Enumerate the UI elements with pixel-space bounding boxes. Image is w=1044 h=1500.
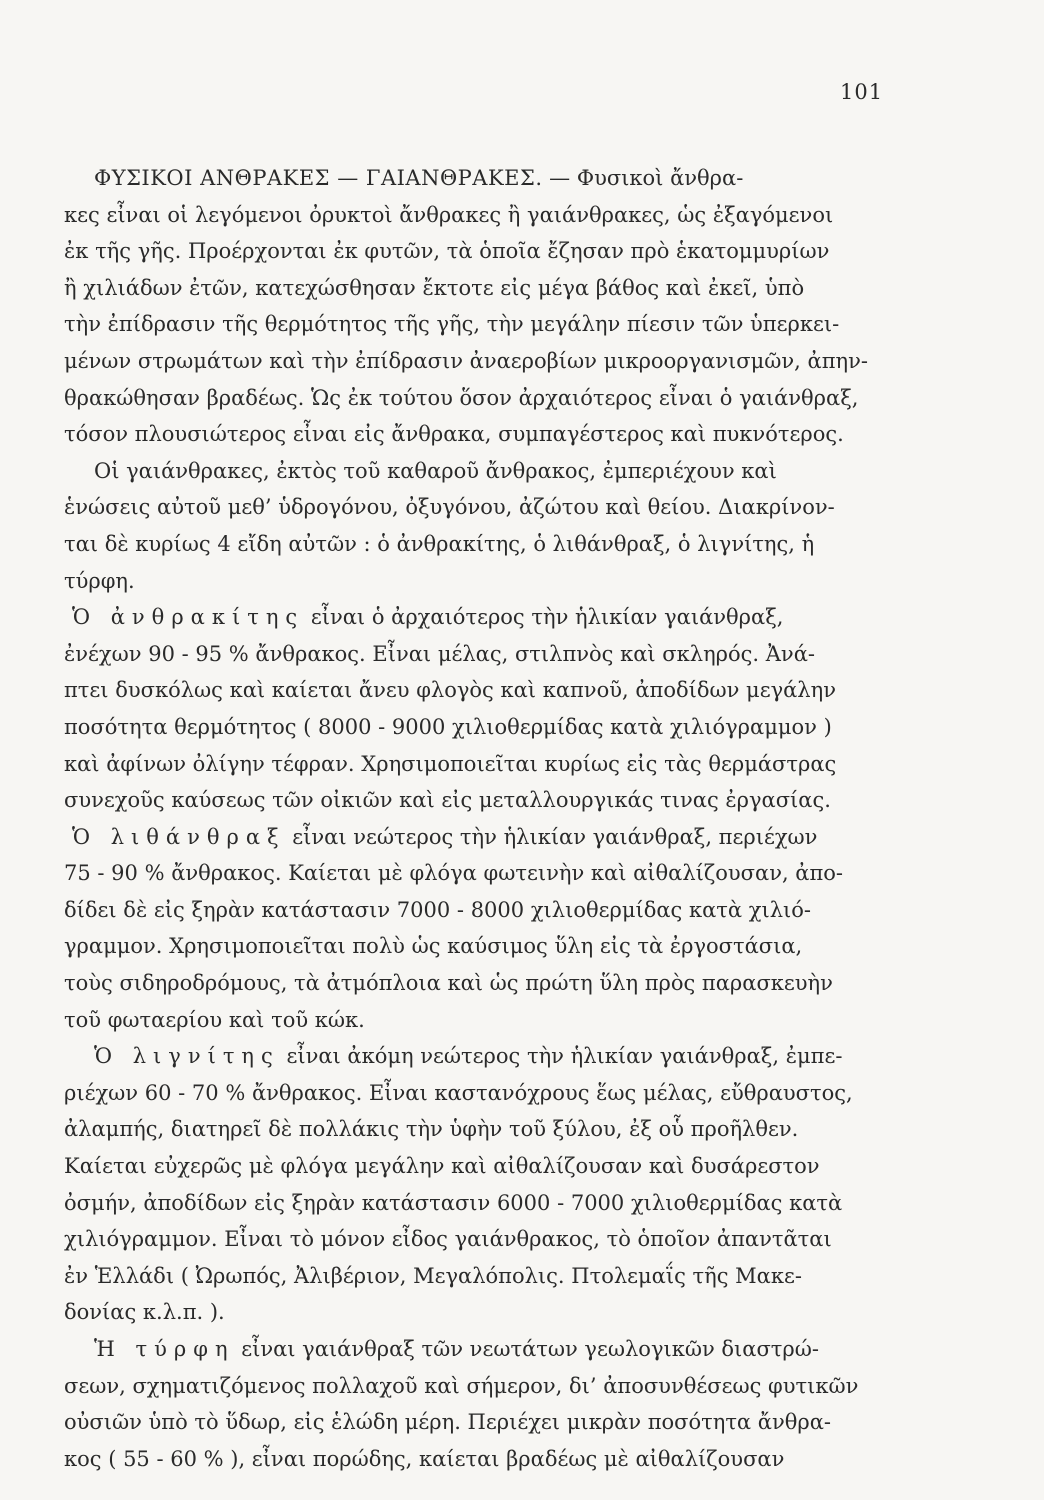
text-line	[64, 453, 954, 490]
text-line	[64, 343, 954, 380]
text-line	[64, 233, 954, 270]
line-text: ποσότητα θερμότητος ( 8000 - 9000 χιλιοθερμίδας κατὰ χιλιόγραμμον )	[64, 714, 832, 739]
text-line	[64, 746, 954, 783]
line-text: τοῦ φωταερίου καὶ τοῦ κώκ.	[64, 1007, 365, 1032]
line-text: οὐσιῶν ὑπὸ τὸ ὕδωρ, εἰς ἑλώδη μέρη. Περιέχει μικρὰν ποσότητα ἄνθρα-	[64, 1410, 832, 1435]
text-line	[64, 1221, 954, 1258]
term-spaced: Ὁ ἀνθρακίτης	[72, 605, 305, 630]
text-line	[64, 380, 954, 417]
line-text: κες εἶναι οἱ λεγόμενοι ὀρυκτοὶ ἄνθρακες ἢ γαιάνθρακες, ὡς ἐξαγόμενοι	[64, 202, 834, 227]
line-text: δονίας κ.λ.π. ).	[64, 1300, 225, 1325]
text-line	[64, 270, 954, 307]
text-line	[64, 892, 954, 929]
line-text: γραμμον. Χρησιμοποιεῖται πολὺ ὡς καύσιμος ὕλη εἰς τὰ ἐργοστάσια,	[64, 934, 803, 959]
line-text: εἶναι γαιάνθραξ τῶν νεωτάτων γεωλογικῶν διαστρώ-	[234, 1337, 819, 1361]
text-line	[64, 563, 954, 600]
line-text: ὀσμήν, ἀποδίδων εἰς ξηρὰν κατάστασιν 6000 - 7000 χιλιοθερμίδας κατὰ	[64, 1190, 843, 1215]
text-line	[64, 928, 954, 965]
line-text: σεων, σχηματιζόμενος πολλαχοῦ καὶ σήμερον, δι’ ἀποσυνθέσεως φυτικῶν	[64, 1373, 859, 1398]
text-line	[64, 1038, 954, 1075]
line-text: ἐν Ἑλλάδι ( Ὠρωπός, Ἀλιβέριον, Μεγαλόπολις. Πτολεμαΐς τῆς Μακε-	[64, 1263, 802, 1288]
line-text: εἶναι νεώτερος τὴν ἡλικίαν γαιάνθραξ, περιέχων	[285, 824, 818, 849]
line-text: Καίεται εὐχερῶς μὲ φλόγα μεγάλην καὶ αἰθαλίζουσαν καὶ δυσάρεστον	[64, 1154, 820, 1179]
text-line	[64, 636, 954, 673]
term-spaced: Ἡ τύρφη	[94, 1337, 235, 1361]
text-line	[64, 1331, 954, 1368]
text-line	[64, 1368, 954, 1405]
document-body	[64, 160, 954, 1477]
text-line	[64, 782, 954, 819]
text-line	[64, 1404, 954, 1441]
line-text: 75 - 90 % ἄνθρακος. Καίεται μὲ φλόγα φωτεινὴν καὶ αἰθαλίζουσαν, ἀπο-	[64, 861, 844, 886]
line-text: κος ( 55 - 60 % ), εἶναι πορώδης, καίεται βραδέως μὲ αἰθαλίζουσαν	[64, 1446, 785, 1471]
line-text: καὶ ἀφίνων ὀλίγην τέφραν. Χρησιμοποιεῖται κυρίως εἰς τὰς θερμάστρας	[64, 751, 837, 776]
text-line	[64, 599, 954, 636]
line-text: ἐνέχων 90 - 95 % ἄνθρακος. Εἶναι μέλας, στιλπνὸς καὶ σκληρός. Ἀνά-	[64, 641, 815, 666]
text-line	[64, 855, 954, 892]
text-line	[64, 1002, 954, 1039]
line-text: — Φυσικοὶ ἄνθρα-	[542, 166, 744, 190]
text-line	[64, 526, 954, 563]
line-text: Οἱ γαιάνθρακες, ἐκτὸς τοῦ καθαροῦ ἄνθρακος, ἐμπεριέχουν καὶ	[94, 458, 777, 483]
line-text: μένων στρωμάτων καὶ τὴν ἐπίδρασιν ἀναεροβίων μικροοργανισμῶν, ἀπην-	[64, 348, 868, 373]
term-spaced: Ὁ λιγνίτης	[94, 1044, 280, 1069]
line-text: συνεχοῦς καύσεως τῶν οἰκιῶν καὶ εἰς μεταλλουργικάς τινας ἐργασίας.	[64, 788, 831, 813]
text-line	[64, 197, 954, 234]
text-line	[64, 1148, 954, 1185]
text-line	[64, 1441, 954, 1478]
text-line	[64, 1185, 954, 1222]
text-line	[64, 489, 954, 526]
line-text: ται δὲ κυρίως 4 εἴδη αὐτῶν : ὁ ἀνθρακίτης, ὁ λιθάνθραξ, ὁ λιγνίτης, ἡ	[64, 531, 815, 556]
line-text: θρακώθησαν βραδέως. Ὡς ἐκ τούτου ὅσον ἀρχαιότερος εἶναι ὁ γαιάνθραξ,	[64, 385, 859, 410]
text-line	[64, 1294, 954, 1331]
page-number: 101	[840, 80, 884, 104]
text-line	[64, 1075, 954, 1112]
line-text: χιλιόγραμμον. Εἶναι τὸ μόνον εἶδος γαιάνθρακος, τὸ ὁποῖον ἀπαντᾶται	[64, 1227, 832, 1252]
line-text: τὴν ἐπίδρασιν τῆς θερμότητος τῆς γῆς, τὴν μεγάλην πίεσιν τῶν ὑπερκει-	[64, 312, 840, 337]
text-line	[64, 1258, 954, 1295]
line-text: ἐκ τῆς γῆς. Προέρχονται ἐκ φυτῶν, τὰ ὁποῖα ἔζησαν πρὸ ἑκατομμυρίων	[64, 239, 830, 264]
text-line	[64, 1111, 954, 1148]
text-line	[64, 819, 954, 856]
line-text: ριέχων 60 - 70 % ἄνθρακος. Εἶναι καστανόχρους ἕως μέλας, εὔθραυστος,	[64, 1080, 853, 1105]
line-text: τοὺς σιδηροδρόμους, τὰ ἀτμόπλοια καὶ ὡς πρώτη ὕλη πρὸς παρασκευὴν	[64, 971, 833, 996]
section-heading: ΦΥΣΙΚΟΙ ΑΝΘΡΑΚΕΣ — ΓΑΙΑΝΘΡΑΚΕΣ.	[94, 166, 543, 190]
line-text: ἀλαμπής, διατηρεῖ δὲ πολλάκις τὴν ὑφὴν τοῦ ξύλου, ἐξ οὗ προῆλθεν.	[64, 1117, 799, 1142]
line-text: τόσον πλουσιώτερος εἶναι εἰς ἄνθρακα, συμπαγέστερος καὶ πυκνότερος.	[64, 422, 844, 447]
line-text: εἶναι ἀκόμη νεώτερος τὴν ἡλικίαν γαιάνθραξ, ἐμπε-	[279, 1044, 843, 1069]
line-text: εἶναι ὁ ἀρχαιότερος τὴν ἡλικίαν γαιάνθραξ,	[304, 605, 784, 630]
line-text: ἑνώσεις αὐτοῦ μεθ’ ὑδρογόνου, ὀξυγόνου, ἀζώτου καὶ θείου. Διακρίνον-	[64, 495, 835, 520]
text-line	[64, 416, 954, 453]
text-line	[64, 160, 954, 197]
text-line	[64, 709, 954, 746]
line-text: δίδει δὲ εἰς ξηρὰν κατάστασιν 7000 - 8000 χιλιοθερμίδας κατὰ χιλιό-	[64, 897, 811, 922]
line-text: τύρφη.	[64, 568, 135, 593]
line-text: πτει δυσκόλως καὶ καίεται ἄνευ φλογὸς καὶ καπνοῦ, ἀποδίδων μεγάλην	[64, 678, 836, 703]
term-spaced: Ὁ λιθάνθραξ	[72, 824, 286, 849]
line-text: ἢ χιλιάδων ἐτῶν, κατεχώσθησαν ἔκτοτε εἰς μέγα βάθος καὶ ἐκεῖ, ὑπὸ	[64, 275, 805, 300]
text-line	[64, 306, 954, 343]
text-line	[64, 965, 954, 1002]
text-line	[64, 672, 954, 709]
